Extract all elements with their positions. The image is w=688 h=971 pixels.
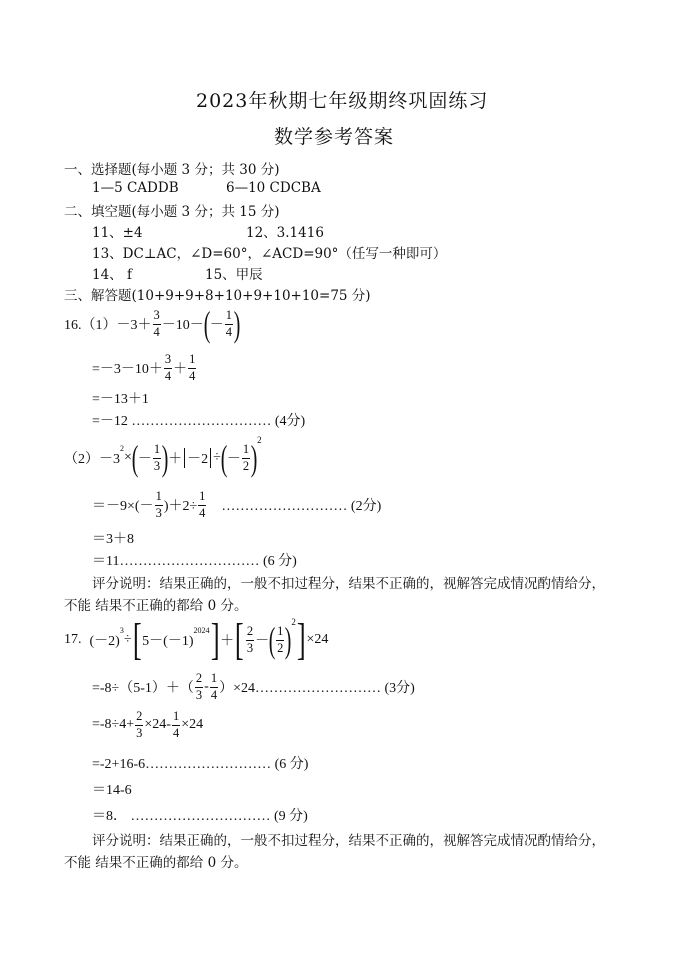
left-bracket: [ bbox=[132, 615, 142, 664]
q17-step1 bbox=[92, 670, 415, 704]
q16-part1-minus: － bbox=[209, 318, 224, 333]
q16-part2-fraction-2: $\frac{1}{2}$ bbox=[242, 442, 250, 473]
q16-part2-base: －3 bbox=[99, 452, 120, 467]
q17-plus: ＋ bbox=[220, 634, 235, 649]
answer-q15: 15、甲辰 bbox=[205, 267, 263, 283]
q16-part2-label: （2） bbox=[64, 452, 99, 467]
q16-part1-step1 bbox=[92, 352, 197, 384]
q16-grading-note-line1: 评分说明：结果正确的，一般不扣过程分，结果不正确的，视解答完成情况酌情给分， bbox=[92, 576, 605, 592]
answer-q12: 12、3.1416 bbox=[246, 225, 324, 241]
q16-step1-plus: ＋ bbox=[173, 362, 188, 377]
q17-grading-note-line2: 不能 结果不正确的都给 0 分。 bbox=[64, 855, 248, 871]
section1-answers-1-5: 1—5 CADDB bbox=[92, 180, 179, 196]
q17-step1-fraction-1: $\frac{2}{3}$ bbox=[195, 671, 203, 702]
q17-grading-note-line1: 评分说明：结果正确的，一般不扣过程分，结果不正确的，视解答完成情况酌情给分， bbox=[92, 833, 605, 849]
q17-step1-minus: - bbox=[204, 679, 209, 694]
q17-step2-fraction-1: $\frac{2}{3}$ bbox=[136, 709, 143, 740]
q17-step2-fraction-2: $\frac{1}{4}$ bbox=[172, 709, 180, 740]
abs-bar-left bbox=[184, 448, 185, 468]
q16-part2-exponent: 2 bbox=[120, 443, 124, 453]
q16-part2-step1-fraction-1: $\frac{1}{3}$ bbox=[155, 489, 162, 520]
right-paren: ) bbox=[161, 438, 169, 478]
answer-q11: 11、±4 bbox=[92, 225, 143, 241]
left-paren: ( bbox=[203, 304, 211, 344]
q16-part2-step3: ＝11………………………… (6 分) bbox=[92, 554, 297, 569]
q16-grading-note-line2: 不能 结果不正确的都给 0 分。 bbox=[64, 598, 248, 614]
section3-heading: 三、解答题(10+9+9+8+10+9+10+10=75 分) bbox=[64, 288, 371, 304]
q16-part1-fraction-1: $\frac{3}{4}$ bbox=[153, 308, 160, 339]
q16-part2-step1-score: ……………………… (2分) bbox=[221, 499, 382, 514]
q16-part1-label: 16.（1） bbox=[64, 318, 117, 333]
q16-part2-step1-a: ＝－9×(－ bbox=[92, 499, 154, 514]
q16-part2-step2: ＝3＋8 bbox=[92, 532, 134, 547]
q16-part2-divide: ÷ bbox=[213, 450, 221, 465]
q17-exponent-3: 2 bbox=[291, 617, 296, 627]
answer-q13: 13、DC⊥AC，∠D=60°，∠ACD=90°（任写一种即可） bbox=[92, 246, 447, 262]
q16-part2-step1-b: )＋2÷ bbox=[163, 499, 198, 514]
q17-base: (－2) bbox=[89, 634, 120, 649]
page-title: 2023年秋期七年级期终巩固练习 bbox=[196, 90, 489, 112]
left-paren: ( bbox=[220, 438, 228, 478]
q17-step5: ＝8． ………………………… (9 分) bbox=[92, 809, 308, 824]
q17-step1-fraction-2: $\frac{1}{4}$ bbox=[210, 671, 218, 702]
left-paren: ( bbox=[131, 438, 139, 478]
q17-minus: － bbox=[255, 634, 270, 649]
left-paren: ( bbox=[268, 620, 276, 660]
q16-part2-times: × bbox=[124, 450, 132, 465]
q16-step1-term: =－3－10＋ bbox=[92, 362, 163, 377]
answer-q14: 14、 f bbox=[92, 267, 132, 283]
q17-times-24: ×24 bbox=[306, 632, 329, 647]
q17-label: 17. bbox=[64, 632, 82, 647]
q17-exponent-1: 3 bbox=[119, 625, 124, 635]
right-paren: ) bbox=[250, 438, 258, 478]
q16-step1-fraction-1: $\frac{3}{4}$ bbox=[164, 352, 172, 383]
q16-part2-minus-1: － bbox=[137, 452, 152, 467]
q17-step2-b: ×24- bbox=[144, 717, 171, 732]
q16-part2-exponent-2: 2 bbox=[257, 435, 262, 445]
q17-expression bbox=[64, 616, 328, 664]
left-bracket: [ bbox=[235, 615, 244, 664]
section2-heading: 二、填空题(每小题 3 分；共 15 分) bbox=[64, 204, 280, 220]
section1-heading: 一、选择题(每小题 3 分；共 30 分) bbox=[64, 162, 280, 178]
q17-fraction-1: $\frac{2}{3}$ bbox=[246, 624, 254, 655]
q16-part2-fraction-1: $\frac{1}{3}$ bbox=[153, 442, 161, 473]
q16-part2-step1 bbox=[92, 488, 381, 522]
q16-part2-minus-2: － bbox=[226, 452, 241, 467]
q17-step2-c: ×24 bbox=[181, 717, 204, 732]
abs-bar-right bbox=[210, 448, 211, 468]
q17-step3: =-2+16-6……………………… (6 分) bbox=[92, 757, 309, 772]
q16-step1-fraction-2: $\frac{1}{4}$ bbox=[189, 352, 196, 383]
q16-part2-plus: ＋ bbox=[168, 452, 183, 467]
right-paren: ) bbox=[233, 304, 241, 344]
q17-fraction-2: $\frac{1}{2}$ bbox=[277, 624, 284, 655]
q17-exponent-2: 2024 bbox=[193, 625, 210, 635]
page-subtitle: 数学参考答案 bbox=[274, 126, 395, 148]
q17-bracket-expr: 5－(－1) bbox=[142, 634, 194, 649]
q17-step2 bbox=[92, 708, 203, 742]
right-bracket: ] bbox=[210, 615, 220, 664]
q16-part2-abs-value: －2 bbox=[187, 452, 209, 467]
q17-step2-a: =-8÷4+ bbox=[92, 717, 135, 732]
q17-step4: ＝14-6 bbox=[92, 783, 132, 798]
q17-step1-b: ）×24……………………… (3分) bbox=[219, 681, 415, 696]
q16-part1-step2: =－13＋1 bbox=[92, 392, 149, 407]
q17-step1-a: =-8÷（5-1）＋（ bbox=[92, 681, 194, 696]
right-paren: ) bbox=[285, 620, 292, 660]
section1-answers-6-10: 6—10 CDCBA bbox=[226, 180, 321, 196]
right-bracket: ] bbox=[296, 615, 306, 664]
q16-part1-step3: =－12 ………………………… (4分) bbox=[92, 414, 306, 429]
q16-part2-expression bbox=[64, 436, 262, 480]
q17-divide: ÷ bbox=[123, 632, 132, 647]
q16-part1-fraction-2: $\frac{1}{4}$ bbox=[225, 308, 232, 339]
q16-part1-term-b: －10－ bbox=[161, 318, 204, 333]
q16-part1-expression bbox=[64, 306, 240, 342]
q16-part2-step1-fraction-2: $\frac{1}{4}$ bbox=[199, 489, 206, 520]
q16-part1-term-a: －3＋ bbox=[116, 318, 152, 333]
